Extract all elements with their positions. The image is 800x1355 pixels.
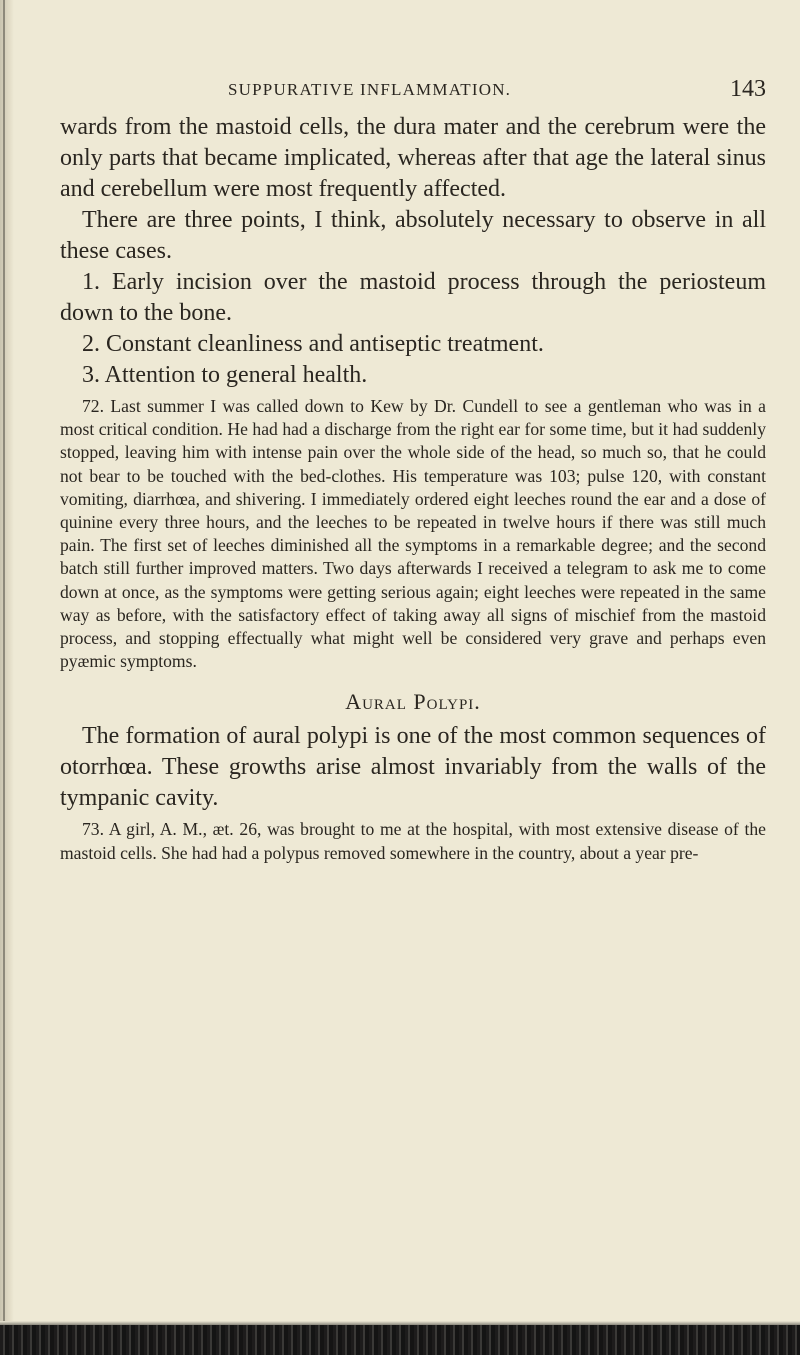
page-edge-shadow: [0, 0, 14, 1355]
case-73-paragraph: 73. A girl, A. M., æt. 26, was brought to me at the hospital, with most extensive disease of the mastoid cells. She had had a polypus removed somewhere in the country, about a year pre-: [60, 819, 766, 863]
section-heading: [60, 689, 766, 715]
running-title: SUPPURATIVE INFLAMMATION.: [228, 80, 512, 99]
page-number: 143: [730, 76, 766, 102]
paragraph-continuation: wards from the mastoid cells, the dura mater and the cerebrum were the only parts that became implicated, whereas after that age the lateral sinus and cerebellum were most frequently affected.: [60, 114, 766, 202]
book-page: [60, 76, 766, 865]
running-head: [60, 76, 766, 112]
section-heading-text: Aural Polypi.: [345, 689, 481, 715]
paragraph-three-points: There are three points, I think, absolutely necessary to observe in all these cases.: [60, 207, 766, 264]
paragraph-aural-polypi: The formation of aural polypi is one of the most common sequences of otorrhœa. These growths arise almost invariably from the walls of the tympanic cavity.: [60, 723, 766, 812]
case-72-paragraph: 72. Last summer I was called down to Kew by Dr. Cundell to see a gentleman who was in a most critical condition. He had had a discharge from the right ear for some time, but it had suddenly stopped, leaving him with intense pain over the whole side of the head, so much so, that he could not bear to be touched with the bed-clothes. His temperature was 103; pulse 120, with constant vomiting, diarrhœa, and shivering. I immediately ordered eight leeches round the ear and a dose of quinine every three hours, and the leeches to be repeated in twelve hours if there was still much pain. The first set of leeches diminished all the symptoms in a remarkable degree; and the second batch still further improved matters. Two days afterwards I received a telegram to ask me to come down at once, as the symptoms were getting serious again; eight leeches were repeated in the same way as before, with the satisfactory effect of taking away all signs of mischief from the mastoid process, and stopping effectually what might well be considered very grave and perhaps even pyæmic symptoms.: [60, 396, 766, 672]
scan-bottom-edge: [0, 1325, 800, 1355]
list-item-general-health: 3. Attention to general health.: [82, 362, 368, 388]
list-item-incision: 1. Early incision over the mastoid process through the periosteum down to the bone.: [60, 269, 766, 326]
list-item-cleanliness: 2. Constant cleanliness and antiseptic treatment.: [82, 331, 544, 357]
